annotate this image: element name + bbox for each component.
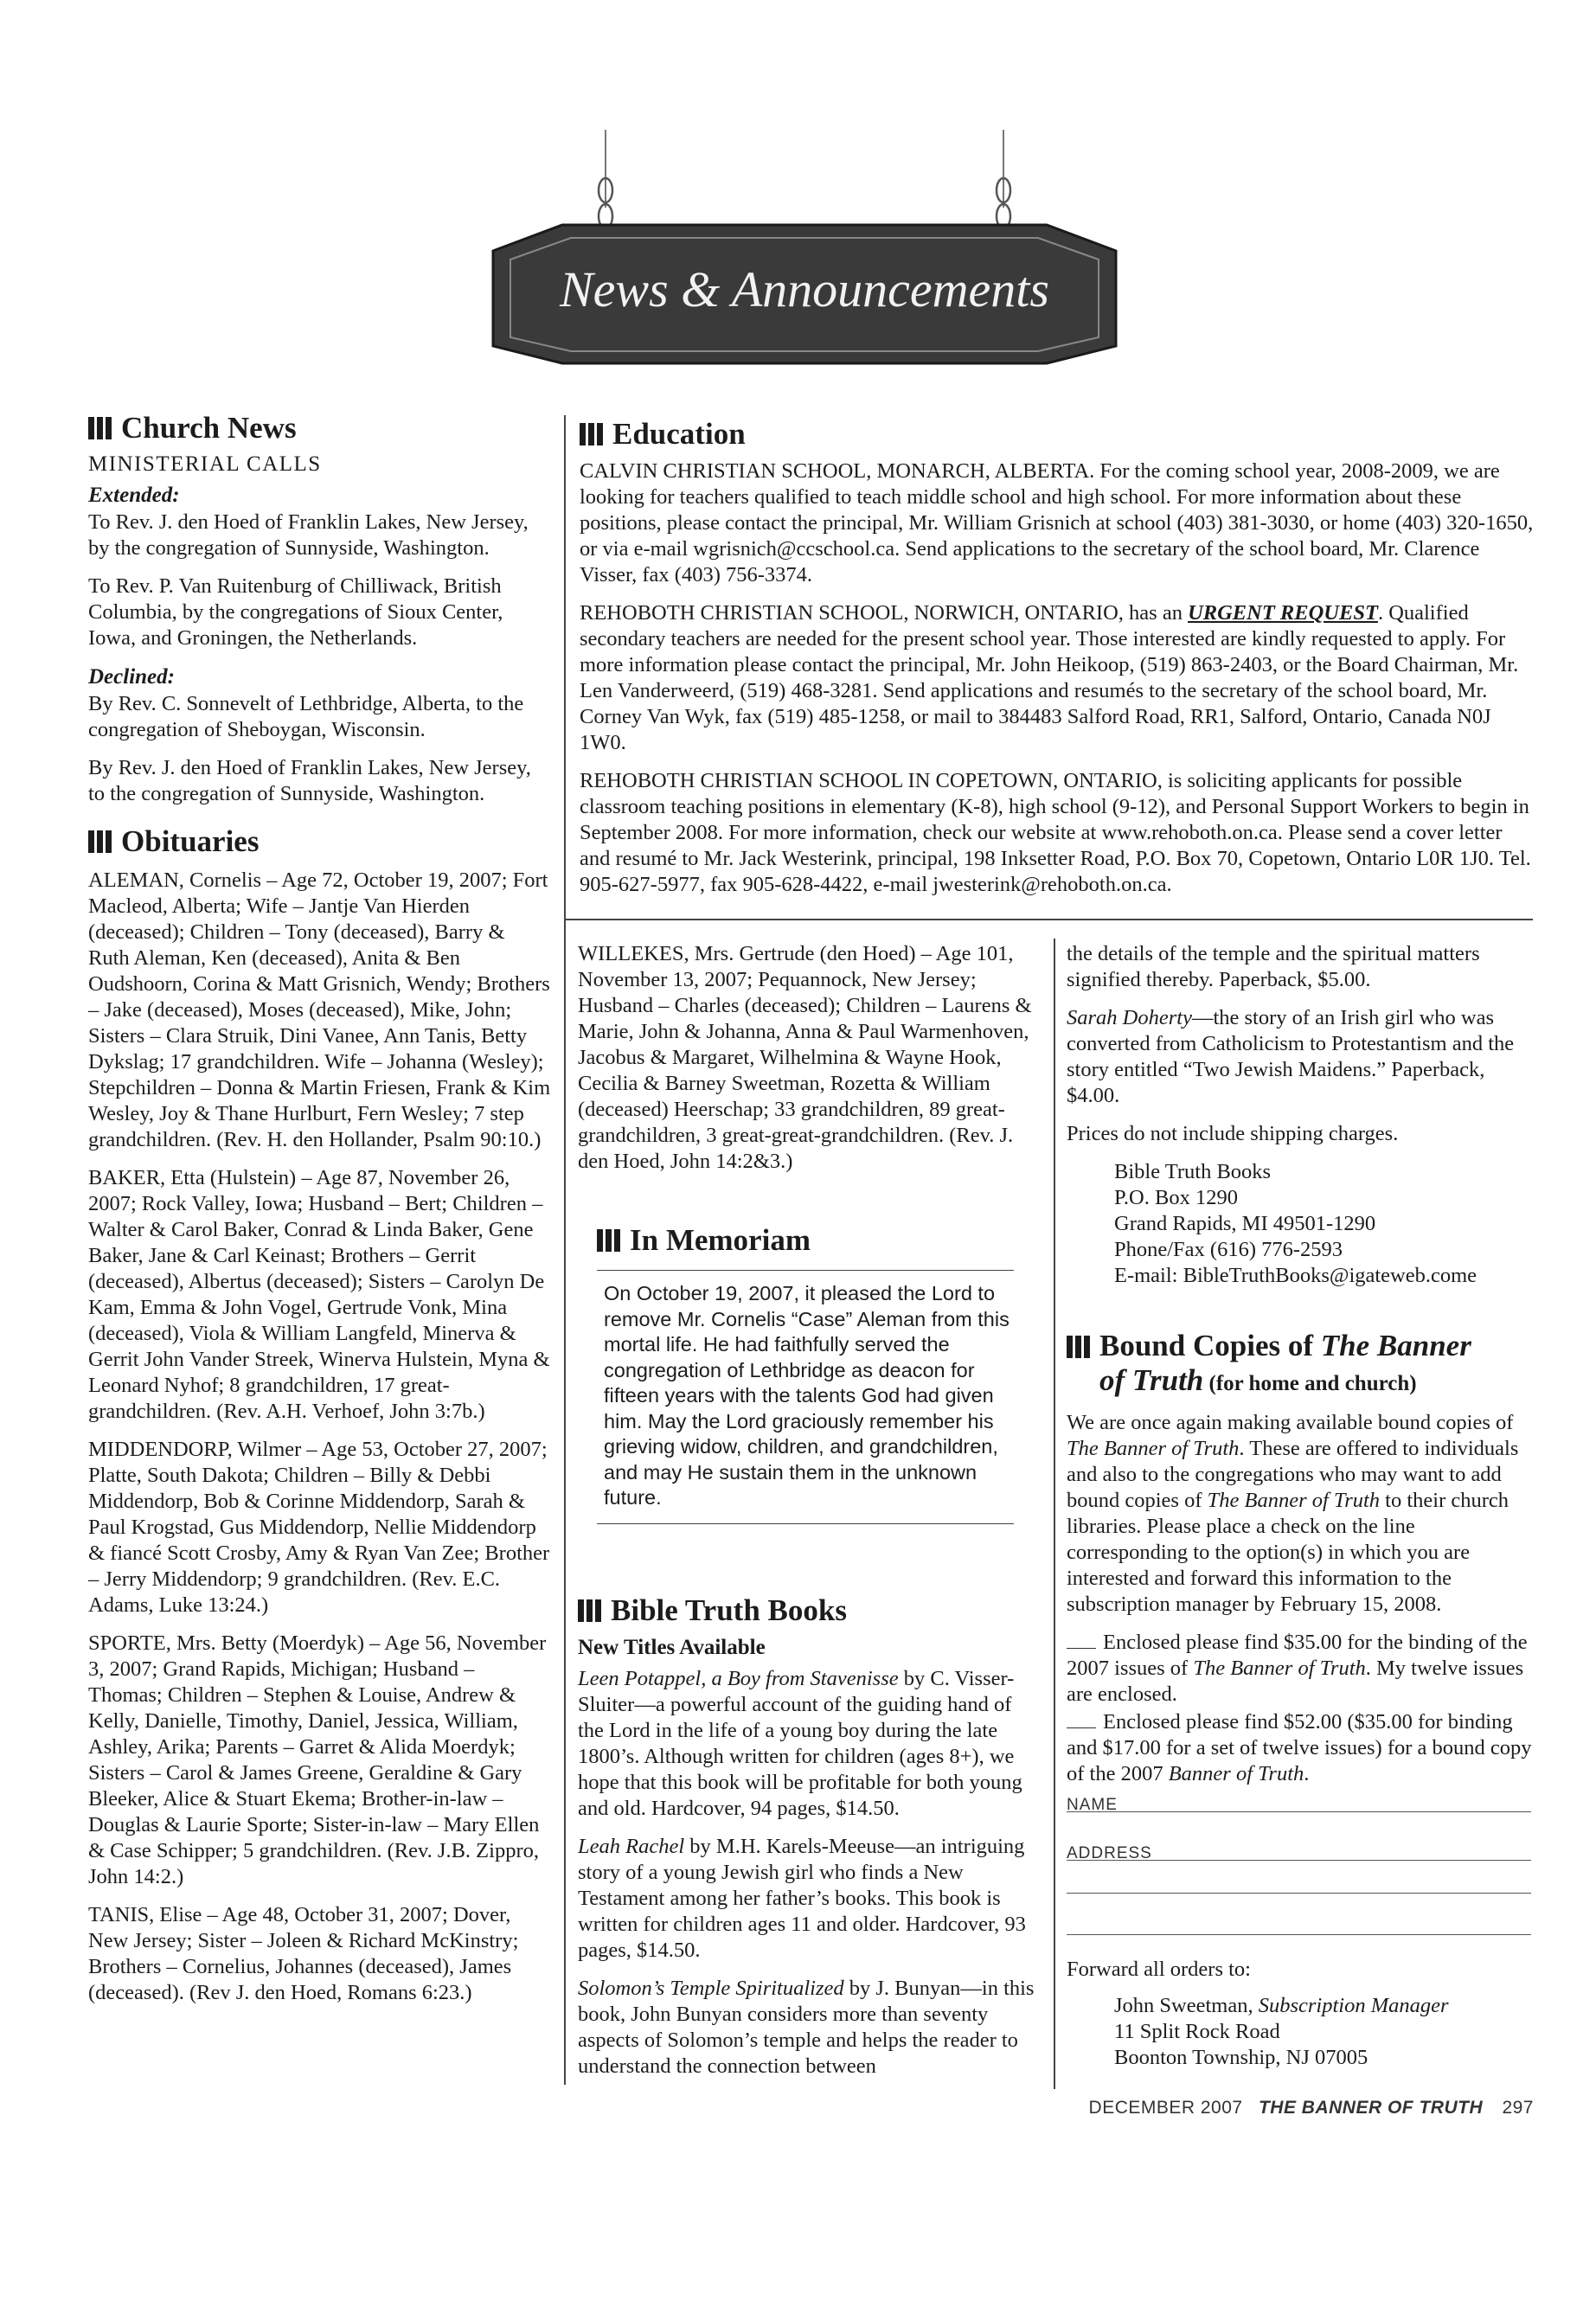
name-label: NAME [1067, 1796, 1118, 1814]
issue-date: DECEMBER 2007 [1088, 2098, 1243, 2118]
ministerial-calls-label: MINISTERIAL CALLS [88, 452, 322, 476]
call-item: To Rev. P. Van Ruitenburg of Chilliwack, British Columbia, by the congregations of Sioux Center, Iowa, and Groningen, the Netherlands. [88, 574, 503, 650]
education-heading: Education [580, 417, 1535, 452]
address-label: ADDRESS [1067, 1844, 1152, 1862]
address-field-line-3[interactable] [1067, 1912, 1531, 1935]
forward-orders: Forward all orders to: John Sweetman, Subscription Manager 11 Split Rock Road Boonton Township, NJ 07005 [1067, 1957, 1534, 2071]
page-number: 297 [1502, 2098, 1534, 2118]
left-column [88, 411, 551, 2018]
church-news-heading: Church News [88, 411, 551, 445]
column-divider [564, 415, 566, 2085]
new-titles-label: New Titles Available [578, 1635, 766, 1659]
section-bars-icon [88, 830, 112, 853]
section-bars-icon [580, 423, 604, 445]
email-link[interactable]: E-mail: BibleTruthBooks@igateweb.come [1114, 1264, 1477, 1287]
book-entry: Leen Potappel, a Boy from Stavenisse by C. Visser-Sluiter—a powerful account of the guiding hand of the Lord in the life of a young boy during the late 1800’s. Although written for children (ages 8+), we hope that this book will be profitable for both young and old. Hardcover, 94 pages, $14.50. [578, 1666, 1022, 1820]
obituaries-heading: Obituaries [88, 824, 551, 859]
page-footer [1089, 2098, 1534, 2118]
section-bars-icon [597, 1229, 621, 1252]
section-bars-icon [88, 417, 112, 439]
magazine-name: THE BANNER OF TRUTH [1258, 2098, 1484, 2118]
order-option-1[interactable]: Enclosed please find $35.00 for the binding of the 2007 issues of The Banner of Truth. My twelve issues are enclosed. [1067, 1631, 1528, 1706]
section-divider [564, 919, 1533, 920]
book-entry: Sarah Doherty—the story of an Irish girl who was converted from Catholicism to Protestantism and the story entitled “Two Jewish Maidens.” Paperback, $4.00. [1067, 1006, 1515, 1107]
bible-truth-address: Bible Truth Books P.O. Box 1290 Grand Rapids, MI 49501-1290 Phone/Fax (616) 776-2593 E-mail: BibleTruthBooks@igateweb.come [1114, 1159, 1538, 1289]
book-entry: Solomon’s Temple Spiritualized by J. Bunyan—in this book, John Bunyan considers more than seventy aspects of Solomon’s temple and helps the reader to understand the connection between [578, 1976, 1035, 2078]
declined-label: Declined: [88, 665, 175, 689]
middle-column [578, 941, 1041, 2092]
education-section [580, 417, 1535, 910]
bound-copies-text: We are once again making available bound copies of The Banner of Truth. These are offered to individuals and also to the congregations who may want to add bound copies of The Banner of Truth to their church libraries. Please place a check on the line corresponding to the option(s) in which you are interested and forward this information to the subscription manager by February 15, 2008. [1067, 1411, 1519, 1616]
check-line[interactable] [1067, 1648, 1096, 1649]
in-memoriam-heading: In Memoriam [597, 1223, 1041, 1258]
urgent-request: URGENT REQUEST [1188, 601, 1378, 625]
banner-sign [484, 130, 1125, 372]
call-item: By Rev. J. den Hoed of Franklin Lakes, New Jersey, to the congregation of Sunnyside, Washington. [88, 756, 531, 805]
section-bars-icon [1067, 1336, 1091, 1358]
bible-truth-books-heading: Bible Truth Books [578, 1593, 1041, 1628]
book-entry-continued: the details of the temple and the spiritual matters signified thereby. Paperback, $5.00. [1067, 942, 1480, 991]
obituary-entry: BAKER, Etta (Hulstein) – Age 87, November 26, 2007; Rock Valley, Iowa; Husband – Bert; Children – Walter & Carol Baker, Conrad & Linda Baker, Gene Baker, Jane & Carl Keinast; Brothers – Gerrit (deceased), Albertus (deceased); Sisters – Carolyn De Kam, Emma & John Vogel, Gertrude Vonk, Mina (deceased), Viola & William Langfeld, Minerva & Gerrit John Vander Streek, Winerva Hulstein, Myna & Leonard Nyhof; 8 grandchildren, 17 great-grandchildren. (Rev. A.H. Verhoef, John 3:7b.) [88, 1166, 550, 1423]
extended-label: Extended: [88, 484, 180, 507]
address-field-line-2[interactable] [1067, 1870, 1531, 1894]
call-item: To Rev. J. den Hoed of Franklin Lakes, New Jersey, by the congregation of Sunnyside, Washington. [88, 510, 529, 560]
in-memoriam-box: On October 19, 2007, it pleased the Lord to remove Mr. Cornelis “Case” Aleman from this mortal life. He had faithfully served the congregation of Lethbridge as deacon for fifteen years with the talents God had given him. May the Lord graciously remember his grieving widow, children, and grandchildren, and may He sustain them in the unknown future. [597, 1270, 1014, 1524]
shipping-note: Prices do not include shipping charges. [1067, 1122, 1399, 1145]
manager-address: John Sweetman, Subscription Manager 11 Split Rock Road Boonton Township, NJ 07005 [1114, 1994, 1449, 2069]
obituary-entry: SPORTE, Mrs. Betty (Moerdyk) – Age 56, November 3, 2007; Grand Rapids, Michigan; Husband – Thomas; Children – Stephen & Louise, Andrew & Kelly, Danielle, Timothy, Daniel, Jessica, William, Ashley, Arika; Parents – Garret & Alida Moerdyk; Sisters – Carol & James Greene, Geraldine & Gary Bleeker, Alice & Stuart Ekema; Brother-in-law – Douglas & Laurie Sporte; Sister-in-law – Mary Ellen & Case Schipper; 5 grandchildren. (Rev. J.B. Zippro, John 14:2.) [88, 1631, 547, 1888]
obituary-entry: WILLEKES, Mrs. Gertrude (den Hoed) – Age 101, November 13, 2007; Pequannock, New Jersey; Husband – Charles (deceased); Children – Laurens & Marie, John & Johanna, Anna & Paul Warmenhoven, Jacobus & Margaret, Wilhelmina & Wayne Hook, Cecilia & Barney Sweetman, Rozetta & William (deceased) Heerschap; 33 grandchildren, 89 great-grandchildren, 3 great-great-grandchildren. (Rev. J. den Hoed, John 14:2&3.) [578, 942, 1032, 1173]
order-option-2[interactable]: Enclosed please find $52.00 ($35.00 for binding and $17.00 for a set of twelve issues) for a bound copy of the 2007 Banner of Truth. [1067, 1710, 1532, 1785]
education-notice: REHOBOTH CHRISTIAN SCHOOL IN COPETOWN, ONTARIO, is soliciting applicants for possible classroom teaching positions in elementary (K-8), high school (9-12), and Personal Support Workers to begin in September 2008. For more information, check our website at www.rehoboth.on.ca. Please send a cover letter and resumé to Mr. Jack Westerink, principal, 198 Inksetter Road, P.O. Box 70, Copetown, Ontario L0R 1J0. Tel. 905-627-5977, fax 905-628-4422, e-mail jwesterink@rehoboth.on.ca. [580, 769, 1531, 896]
right-column [1067, 941, 1538, 1799]
education-notice: REHOBOTH CHRISTIAN SCHOOL, NORWICH, ONTARIO, has an URGENT REQUEST. Qualified secondary teachers are needed for the present school year. Those interested are kindly requested to apply. For more information please contact the principal, Mr. John Heikoop, (519) 863-2403, or the Board Chairman, Mr. Len Vanderweerd, (519) 468-3281. Send applications and resumés to the secretary of the school board, Mr. Corney Van Wyk, fax (519) 485-1258, or mail to 384483 Salford Road, RR1, Salford, Ontario, Canada N0J 1W0. [580, 601, 1519, 754]
education-notice: CALVIN CHRISTIAN SCHOOL, MONARCH, ALBERTA. For the coming school year, 2008-2009, we are looking for teachers qualified to teach middle school and high school. For more information about these positions, please contact the principal, Mr. William Grisnich at school (403) 381-3030, or home (403) 320-1650, or via e-mail wgrisnich@ccschool.ca. Send applications to the secretary of the school board, Mr. Clarence Visser, fax (403) 756-3374. [580, 459, 1534, 586]
column-divider [1054, 939, 1055, 2089]
name-field[interactable] [1067, 1789, 1531, 1812]
section-bars-icon [578, 1599, 602, 1622]
call-item: By Rev. C. Sonnevelt of Lethbridge, Alberta, to the congregation of Sheboygan, Wisconsin. [88, 692, 524, 741]
check-line[interactable] [1067, 1727, 1096, 1728]
bound-copies-heading: Bound Copies of The Banner of Truth (for home and church) [1067, 1329, 1538, 1401]
obituary-entry: ALEMAN, Cornelis – Age 72, October 19, 2007; Fort Macleod, Alberta; Wife – Jantje Van Hierden (deceased); Children – Tony (deceased), Barry & Ruth Aleman, Ken (deceased), Anita & Ben Oudshoorn, Corina & Matt Grisnich, Wendy; Brothers – Jake (deceased), Moses (deceased), Mike, John; Sisters – Clara Struik, Dini Vanee, Ann Tanis, Betty Dykslag; 17 grandchildren. Wife – Johanna (Wesley); Stepchildren – Donna & Martin Friesen, Frank & Kim Wesley, Joy & Thane Hurlburt, Fern Wesley; 7 step grandchildren. (Rev. H. den Hollander, Psalm 90:10.) [88, 868, 551, 1151]
book-entry: Leah Rachel by M.H. Karels-Meeuse—an intriguing story of a young Jewish girl who finds a New Testament among her father’s books. This book is written for children ages 11 and older. Hardcover, 93 pages, $14.50. [578, 1834, 1026, 1962]
obituary-entry: TANIS, Elise – Age 48, October 31, 2007; Dover, New Jersey; Sister – Joleen & Richard McKinstry; Brothers – Cornelius, Johannes (deceased), James (deceased). (Rev J. den Hoed, Romans 6:23.) [88, 1903, 519, 2004]
obituary-entry: MIDDENDORP, Wilmer – Age 53, October 27, 2007; Platte, South Dakota; Children – Billy & Debbi Middendorp, Bob & Corinne Middendorp, Sarah & Paul Krogstad, Gus Middendorp, Nellie Middendorp & fiancé Scott Crosby, Amy & Ryan Van Zee; Brother – Jerry Middendorp; 9 grandchildren. (Rev. E.C. Adams, Luke 13:24.) [88, 1438, 550, 1617]
banner-title: News & Announcements [560, 261, 1049, 317]
